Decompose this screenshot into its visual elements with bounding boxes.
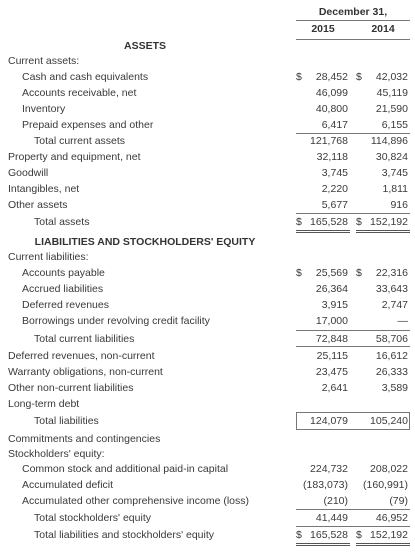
row-label: Total liabilities: [34, 415, 99, 427]
row-label: Total liabilities and stockholders' equity: [34, 529, 215, 541]
row-warranty-obligations: [0, 364, 415, 380]
row-label: Common stock and additional paid-in capital: [22, 463, 229, 475]
value-2014: [354, 214, 410, 230]
amount: 42,032: [375, 71, 408, 83]
value-2015: [294, 477, 350, 493]
row-total-liabilities-and-equity: [0, 527, 415, 543]
value-2014: [354, 117, 410, 133]
row-accumulated-oci: [0, 493, 415, 509]
value-2014: [354, 364, 410, 380]
amount: 6,155: [381, 119, 408, 131]
row-stockholders-equity-heading: [0, 446, 415, 462]
value-2015: [294, 364, 350, 380]
value-2014: [354, 348, 410, 364]
value-2014: [354, 101, 410, 117]
row-intangibles: [0, 181, 415, 197]
dollar-sign: $: [296, 267, 302, 279]
amount: 1,811: [382, 183, 408, 195]
row-label: Goodwill: [8, 167, 49, 179]
value-2014: [354, 510, 410, 526]
total-double-line: [356, 543, 410, 546]
value-2014: [354, 165, 410, 181]
amount: 22,316: [375, 267, 408, 279]
amount: 3,745: [381, 167, 408, 179]
row-label: Current assets:: [8, 55, 80, 67]
value-2014: [354, 281, 410, 297]
row-deferred-revenues-noncurrent: [0, 348, 415, 364]
amount: 21,590: [375, 103, 408, 115]
period-header: December 31,: [318, 6, 388, 18]
value-2014: [354, 477, 410, 493]
row-total-liabilities: [0, 413, 415, 429]
row-total-stockholders-equity: [0, 510, 415, 526]
amount: (210): [323, 495, 348, 507]
amount: 5,677: [321, 199, 348, 211]
amount: 23,475: [315, 366, 348, 378]
value-2015: [294, 461, 350, 477]
amount: 25,569: [315, 267, 348, 279]
amount: 208,022: [370, 463, 408, 475]
row-label: Deferred revenues: [22, 299, 109, 311]
row-other-assets: [0, 197, 415, 213]
row-long-term-debt: [0, 396, 415, 412]
value-2015: [294, 281, 350, 297]
row-label: Other assets: [8, 199, 68, 211]
value-2015: [294, 348, 350, 364]
value-2014: [354, 265, 410, 281]
amount: 165,528: [310, 529, 348, 541]
value-2015: [294, 69, 350, 85]
value-2014: [354, 380, 410, 396]
row-inventory: [0, 101, 415, 117]
value-2015: [294, 265, 350, 281]
row-label: Borrowings under revolving credit facility: [22, 315, 210, 327]
dollar-sign: $: [356, 216, 362, 228]
amount: 2,747: [381, 299, 408, 311]
value-2015: [294, 133, 350, 149]
value-2014: [354, 331, 410, 347]
value-2015: [294, 197, 350, 213]
row-label: Cash and cash equivalents: [22, 71, 149, 83]
value-2015: [294, 413, 350, 429]
total-double-line: [296, 230, 350, 233]
amount: 152,192: [370, 529, 408, 541]
value-2015: [294, 165, 350, 181]
value-2015: [294, 313, 350, 329]
amount: 41,449: [315, 512, 348, 524]
row-label: Long-term debt: [8, 398, 80, 410]
row-label: Total assets: [34, 216, 90, 228]
row-accounts-receivable: [0, 85, 415, 101]
row-label: Total current assets: [34, 135, 126, 147]
amount: 114,896: [370, 135, 408, 147]
value-2014: [354, 133, 410, 149]
value-2015: [294, 101, 350, 117]
subtotal-line: [296, 346, 410, 347]
row-prepaid: [0, 117, 415, 133]
value-2015: [294, 85, 350, 101]
amount: —: [397, 315, 408, 327]
amount: 2,220: [321, 183, 348, 195]
liabilities-section-title: LIABILITIES AND STOCKHOLDERS' EQUITY: [34, 236, 256, 248]
amount: 46,952: [375, 512, 408, 524]
row-label: Prepaid expenses and other: [22, 119, 154, 131]
row-label: Property and equipment, net: [8, 151, 141, 163]
row-label: Total current liabilities: [34, 333, 135, 345]
value-2014: [354, 149, 410, 165]
amount: 2,641: [321, 382, 348, 394]
row-label: Commitments and contingencies: [8, 433, 161, 445]
amount: (79): [389, 495, 408, 507]
amount: 6,417: [321, 119, 348, 131]
value-2014: [354, 461, 410, 477]
row-total-assets: [0, 214, 415, 230]
value-2015: [294, 214, 350, 230]
amount: 32,118: [316, 151, 348, 163]
amount: 72,848: [315, 333, 348, 345]
total-double-line: [296, 543, 350, 546]
row-other-noncurrent-liabilities: [0, 380, 415, 396]
row-label: Accounts payable: [22, 267, 105, 279]
amount: 16,612: [375, 350, 408, 362]
value-2014: [354, 527, 410, 543]
row-label: Accumulated deficit: [22, 479, 114, 491]
amount: 26,364: [315, 283, 348, 295]
row-total-current-liabilities: [0, 331, 415, 347]
value-2014: [354, 69, 410, 85]
value-2015: [294, 380, 350, 396]
amount: 105,240: [370, 415, 408, 427]
dollar-sign: $: [296, 71, 302, 83]
amount: 3,589: [381, 382, 408, 394]
value-2015: [294, 149, 350, 165]
amount: 45,119: [376, 87, 408, 99]
dollar-sign: $: [356, 267, 362, 279]
row-label: Inventory: [22, 103, 66, 115]
amount: 165,528: [310, 216, 348, 228]
value-2015: [294, 510, 350, 526]
amount: (183,073): [303, 479, 348, 491]
assets-section-title: ASSETS: [123, 40, 166, 52]
row-label: Total stockholders' equity: [34, 512, 151, 524]
year-2015-header: 2015: [311, 23, 335, 35]
year-2014-header: 2014: [371, 23, 395, 35]
row-accumulated-deficit: [0, 477, 415, 493]
row-label: Stockholders' equity:: [8, 448, 105, 460]
row-label: Intangibles, net: [8, 183, 80, 195]
year-header: [296, 20, 410, 40]
row-cash: [0, 69, 415, 85]
amount: 3,745: [321, 167, 348, 179]
value-2014: [354, 493, 410, 509]
amount: 121,768: [310, 135, 348, 147]
amount: 30,824: [375, 151, 408, 163]
row-accrued-liabilities: [0, 281, 415, 297]
row-label: Accrued liabilities: [22, 283, 104, 295]
value-2015: [294, 117, 350, 133]
value-2014: [354, 297, 410, 313]
row-revolving-credit: [0, 313, 415, 329]
amount: 28,452: [315, 71, 348, 83]
amount: 58,706: [375, 333, 408, 345]
row-current-liabilities-heading: [0, 249, 415, 265]
value-2015: [294, 181, 350, 197]
amount: (160,991): [363, 479, 408, 491]
row-label: Other non-current liabilities: [8, 382, 134, 394]
row-current-assets-heading: [0, 53, 415, 69]
row-common-stock: [0, 461, 415, 477]
amount: 33,643: [375, 283, 408, 295]
value-2014: [354, 313, 410, 329]
value-2014: [354, 181, 410, 197]
row-goodwill: [0, 165, 415, 181]
row-label: Current liabilities:: [8, 251, 89, 263]
row-label: Warranty obligations, non-current: [8, 366, 163, 378]
row-property-equipment: [0, 149, 415, 165]
value-2015: [294, 493, 350, 509]
value-2014: [354, 197, 410, 213]
value-2014: [354, 85, 410, 101]
amount: 26,333: [375, 366, 408, 378]
row-label: Accounts receivable, net: [22, 87, 137, 99]
dollar-sign: $: [356, 529, 362, 541]
row-label: Accumulated other comprehensive income (loss): [22, 495, 250, 507]
dollar-sign: $: [356, 71, 362, 83]
amount: 40,800: [315, 103, 348, 115]
amount: 224,732: [310, 463, 348, 475]
dollar-sign: $: [296, 529, 302, 541]
row-commitments: [0, 431, 415, 447]
dollar-sign: $: [296, 216, 302, 228]
row-total-current-assets: [0, 133, 415, 149]
amount: 3,915: [321, 299, 348, 311]
value-2015: [294, 331, 350, 347]
amount: 152,192: [370, 216, 408, 228]
row-label: Deferred revenues, non-current: [8, 350, 155, 362]
amount: 916: [390, 199, 408, 211]
amount: 124,079: [310, 415, 348, 427]
amount: 25,115: [316, 350, 348, 362]
total-double-line: [356, 230, 410, 233]
value-2015: [294, 527, 350, 543]
value-2015: [294, 297, 350, 313]
amount: 17,000: [315, 315, 348, 327]
amount: 46,099: [315, 87, 348, 99]
row-accounts-payable: [0, 265, 415, 281]
value-2014: [354, 413, 410, 429]
row-deferred-revenues: [0, 297, 415, 313]
